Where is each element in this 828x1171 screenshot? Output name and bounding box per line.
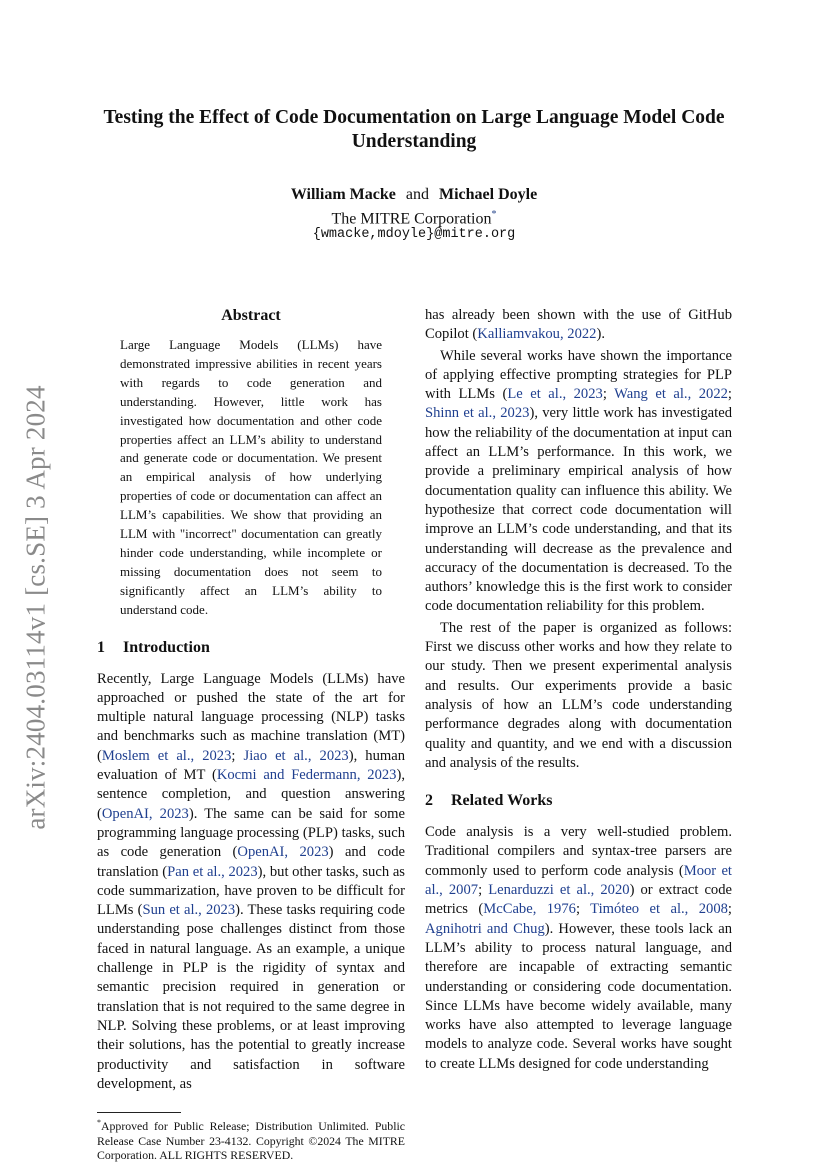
paragraph-text: ), human evaluation of MT (	[97, 747, 405, 784]
paragraph-text: While several works have shown the importance of applying effective prompting strategies for PLP with LLMs (	[425, 347, 732, 403]
paragraph-text: ;	[231, 747, 244, 764]
right-column	[425, 300, 732, 1074]
section-number: 2	[425, 792, 433, 810]
citation-link[interactable]: OpenAI, 2023	[101, 805, 189, 822]
paragraph-text: ;	[727, 386, 732, 403]
paragraph-text: Code analysis is a very well-studied problem. Traditional compilers and syntax-tree parsers are commonly used to perform code analysis (	[425, 824, 732, 879]
paragraph-text: ), very little work has investigated how the reliability of the documentation at input can affect an LLM’s performance. In this work, we provide a preliminary empirical analysis of how documentation quality can influence this ability. We hypothesize that correct code documentation will improve an LLM’s code understanding, and that its understanding will decrease as the prevalence and accuracy of the documentation is decreased. To the authors’ knowledge this is the first work to consider code documentation reliability for this problem.	[425, 405, 732, 615]
abstract-text: Large Language Models (LLMs) have demonstrated impressive abilities in recent years with regards to code generation and understanding. However, little work has investigated how documentation and other code properties affect an LLM’s ability to understand and generate code or documentation. We present an empirical analysis of how underlying properties of code or documentation can affect an LLM’s capabilities. We show that providing an LLM with "incorrect" documentation can greatly hinder code understanding, while incomplete or missing documentation does not seem to significantly affect an LLM’s ability to understand code.	[120, 337, 382, 617]
section-title: Introduction	[123, 638, 210, 656]
arxiv-side-stamp	[16, 372, 56, 842]
paragraph-text: ;	[478, 882, 489, 899]
paragraph-text: ;	[575, 901, 591, 918]
citation-link[interactable]: Kalliamvakou, 2022	[477, 326, 597, 343]
citation-link[interactable]: Le et al., 2023	[507, 386, 603, 403]
paragraph-text: ;	[727, 901, 732, 918]
citation-link[interactable]: Jiao et al., 2023	[243, 747, 349, 764]
citation-link[interactable]: Sun et al., 2023	[142, 902, 236, 919]
paragraph	[425, 347, 732, 617]
paragraph-text: ) or extract code metrics (	[425, 882, 733, 918]
paragraph	[97, 670, 405, 1095]
left-column	[97, 300, 405, 1163]
footnote-divider	[97, 1112, 181, 1113]
paragraph	[425, 619, 732, 773]
paragraph-text: The rest of the paper is organized as follows: First we discuss other works and how they relate to our study. Then we present experimental analysis and results. Our experiments provide a basic analysis of how an LLM’s code understanding performance degrades along with documentation quality and quantity, and we end with a discussion and analysis of the results.	[425, 619, 732, 771]
author-name: William Macke	[290, 186, 396, 203]
author-line	[90, 185, 738, 205]
section-number: 1	[97, 638, 105, 656]
paragraph-text: ). However, these tools lack an LLM’s ability to process natural language, and therefore are incapable of extracting semantic understanding or considering code documentation. Since LLMs have become widely available, many works have also attempted to leverage language models to analyze code. Several works have sought to create LLMs designed for code understanding	[425, 920, 732, 1072]
affiliation-name: The MITRE Corporation	[331, 210, 492, 228]
paragraph-text: Recently, Large Language Models (LLMs) have approached or pushed the state of the art for multiple natural language processing (NLP) tasks and benchmarks such as machine translation (MT) (	[97, 670, 405, 764]
footnote-marker[interactable]: *	[491, 209, 497, 220]
paragraph-text: ) and code translation (	[97, 844, 405, 880]
author-name: Michael Doyle	[438, 186, 538, 203]
footnote-text: Approved for Public Release; Distribution Unlimited. Public Release Case Number 23-4132. Copyright ©2024 The MITRE Corporation. ALL RIGHTS RESERVED.	[97, 1119, 405, 1163]
arxiv-identifier: arXiv:2404.03114v1 [cs.SE] 3 Apr 2024	[20, 384, 51, 830]
footnote	[97, 1116, 405, 1162]
section-heading-introduction	[97, 638, 405, 658]
citation-link[interactable]: Lenarduzzi et al., 2020	[488, 882, 630, 899]
author-email: {wmacke,mdoyle}@mitre.org	[312, 227, 516, 242]
section-title: Related Works	[451, 792, 553, 810]
paragraph-text: has already been shown with the use of GitHub Copilot (	[425, 307, 732, 343]
paragraph	[425, 306, 732, 345]
paragraph-text: ).	[596, 326, 605, 343]
citation-link[interactable]: Timóteo et al., 2008	[590, 901, 728, 918]
citation-link[interactable]: OpenAI, 2023	[237, 844, 329, 861]
abstract-heading: Abstract	[221, 307, 281, 324]
citation-link[interactable]: Wang et al., 2022	[614, 386, 728, 403]
paragraph	[425, 823, 732, 1074]
citation-link[interactable]: Shinn et al., 2023	[425, 405, 530, 422]
author-conjunction: and	[405, 186, 429, 203]
citation-link[interactable]: McCabe, 1976	[483, 901, 576, 918]
paragraph-text: ), but other tasks, such as code summarization, have proven to be difficult for LLMs (	[97, 863, 405, 919]
citation-link[interactable]: Moslem et al., 2023	[101, 747, 232, 764]
paragraph-text: ;	[602, 386, 615, 403]
citation-link[interactable]: Moor et al., 2007	[425, 862, 732, 899]
section-heading-related-works	[425, 791, 732, 811]
citation-link[interactable]: Pan et al., 2023	[167, 863, 258, 880]
paragraph-text: ). These tasks requiring code understanding pose challenges distinct from those faced in natural language. As an example, a unique challenge in PLP is the rigidity of syntax and semantic precision required in generation or translation that is not required to the same degree in NLP. Solving these problems, or at least improving their solutions, has the potential to greatly increase productivity and satisfaction in software development, as	[97, 902, 405, 1092]
footnote-marker: *	[97, 1118, 101, 1128]
paragraph-text: ). The same can be said for some programming language processing (PLP) tasks, such as code generation (	[97, 805, 405, 861]
paragraph-text: ), sentence completion, and question answering (	[97, 767, 405, 822]
citation-link[interactable]: Agnihotri and Chug	[425, 920, 545, 937]
paper-title: Testing the Effect of Code Documentation on Large Language Model Code Understanding	[103, 107, 725, 152]
citation-link[interactable]: Kocmi and Federmann, 2023	[216, 767, 397, 784]
